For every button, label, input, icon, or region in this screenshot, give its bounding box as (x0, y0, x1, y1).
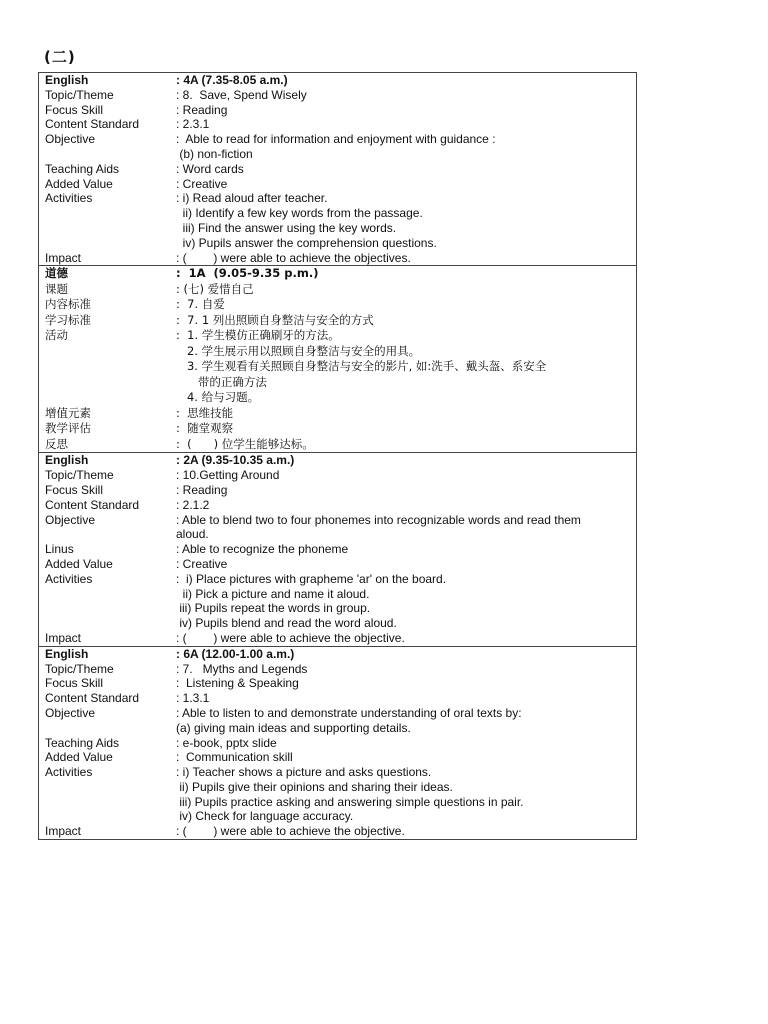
field-label (39, 147, 176, 162)
field-label: Focus Skill (45, 102, 104, 117)
field-value: : 1.3.1 (176, 691, 210, 706)
field-value: : 随堂观察 (176, 421, 234, 436)
field-label (39, 390, 176, 406)
field-label: Added Value (45, 176, 113, 191)
field-label (39, 780, 176, 795)
field-label (39, 375, 176, 391)
lesson-header-row (39, 647, 636, 662)
field-value: : Reading (176, 102, 228, 117)
lesson-row (39, 721, 636, 736)
field-value: : Able to blend two to four phonemes into recognizable words and read them (176, 512, 581, 527)
field-value: ii) Identify a few key words from the passage. (176, 206, 423, 221)
lesson-row (39, 313, 636, 329)
lesson-row (39, 631, 636, 646)
field-value: : ( ) were able to achieve the objective. (176, 630, 405, 645)
field-label: Content Standard (45, 497, 140, 512)
field-label: Activities (45, 191, 93, 206)
class-time: : 4A (7.35-8.05 a.m.) (176, 73, 288, 87)
lesson-row (39, 297, 636, 313)
field-label: 学习标准 (45, 312, 91, 327)
lesson-row (39, 483, 636, 498)
lesson-row (39, 542, 636, 557)
field-value: : Creative (176, 556, 228, 571)
class-time: : 1A (9.05-9.35 p.m.) (176, 266, 319, 281)
field-label: Added Value (45, 556, 113, 571)
field-label: Objective (45, 132, 96, 147)
field-value: : 2.3.1 (176, 117, 210, 132)
field-label: 课题 (45, 281, 68, 296)
field-label (39, 809, 176, 824)
field-value: : Able to listen to and demonstrate understanding of oral texts by: (176, 705, 522, 720)
field-label: Impact (45, 824, 82, 839)
field-value: : ( ) were able to achieve the objective. (176, 824, 405, 839)
field-value: ii) Pupils give their opinions and sharing their ideas. (176, 779, 453, 794)
field-label (39, 359, 176, 375)
field-label (39, 206, 176, 221)
lesson-block (38, 452, 637, 645)
lesson-row (39, 809, 636, 824)
lesson-row (39, 206, 636, 221)
field-value: : i) Place pictures with grapheme 'ar' on the board. (176, 571, 447, 586)
lesson-plan-table (38, 72, 637, 840)
lesson-row (39, 587, 636, 602)
field-label (39, 795, 176, 810)
lesson-row (39, 221, 636, 236)
field-label: Added Value (45, 750, 113, 765)
field-value: : Word cards (176, 161, 244, 176)
field-label: Impact (45, 250, 82, 265)
field-value: : 10.Getting Around (176, 468, 280, 483)
lesson-row (39, 406, 636, 422)
class-time: : 6A (12.00-1.00 a.m.) (176, 646, 295, 661)
field-value: iii) Pupils repeat the words in group. (176, 601, 371, 616)
field-label: Objective (45, 512, 96, 527)
field-value: : Listening & Speaking (176, 676, 299, 691)
field-value: iv) Pupils answer the comprehension questions. (176, 235, 437, 250)
field-label: 内容标准 (45, 297, 91, 312)
lesson-row (39, 527, 636, 542)
lesson-row (39, 765, 636, 780)
field-value: iv) Check for language accuracy. (176, 809, 354, 824)
field-value: : i) Read aloud after teacher. (176, 191, 328, 206)
field-label (39, 721, 176, 736)
lesson-row (39, 662, 636, 677)
field-label (39, 601, 176, 616)
lesson-row (39, 676, 636, 691)
lesson-row (39, 375, 636, 391)
field-value: : i) Teacher shows a picture and asks questions. (176, 765, 432, 780)
field-value: : (七) 爱惜自己 (176, 281, 254, 296)
lesson-block (38, 72, 637, 265)
field-label: 反思 (45, 436, 68, 451)
lesson-row (39, 616, 636, 631)
field-value: (a) giving main ideas and supporting details. (176, 720, 411, 735)
subject-label: English (45, 453, 89, 468)
field-value: 2. 学生展示用以照顾自身整洁与安全的用具。 (176, 343, 421, 358)
lesson-header-row (39, 73, 636, 88)
field-label (39, 221, 176, 236)
field-value: aloud. (176, 527, 209, 542)
lesson-row (39, 88, 636, 103)
field-label: Topic/Theme (45, 468, 114, 483)
lesson-row (39, 132, 636, 147)
lesson-row (39, 691, 636, 706)
field-value: 带的正确方法 (176, 374, 267, 389)
field-value: iii) Find the answer using the key words. (176, 220, 397, 235)
field-label (39, 587, 176, 602)
lesson-row (39, 795, 636, 810)
lesson-row (39, 236, 636, 251)
lesson-row (39, 177, 636, 192)
field-label: Topic/Theme (45, 661, 114, 676)
field-value: : 7. 1 列出照顾自身整洁与安全的方式 (176, 312, 374, 327)
lesson-row (39, 390, 636, 406)
lesson-row (39, 282, 636, 298)
field-value: : 思维技能 (176, 405, 234, 420)
field-value: 3. 学生观看有关照顾自身整洁与安全的影片, 如:洗手、戴头盔、系安全 (176, 359, 547, 374)
lesson-block (38, 265, 637, 452)
field-label: Content Standard (45, 117, 140, 132)
field-value: : ( ) 位学生能够达标。 (176, 436, 314, 451)
lesson-row (39, 468, 636, 483)
lesson-row (39, 572, 636, 587)
subject-label: English (45, 646, 89, 661)
subject-label: English (45, 73, 89, 87)
lesson-row (39, 328, 636, 344)
lesson-row (39, 513, 636, 528)
field-label: Impact (45, 630, 82, 645)
lesson-row (39, 162, 636, 177)
field-value: : e-book, pptx slide (176, 735, 277, 750)
field-value: : Communication skill (176, 750, 293, 765)
field-label (39, 236, 176, 251)
lesson-row (39, 117, 636, 132)
lesson-row (39, 750, 636, 765)
field-label: Teaching Aids (45, 735, 120, 750)
field-label (39, 616, 176, 631)
lesson-row (39, 359, 636, 375)
lesson-row (39, 557, 636, 572)
lesson-header-row (39, 266, 636, 282)
field-label: Linus (45, 542, 74, 557)
class-time: : 2A (9.35-10.35 a.m.) (176, 453, 295, 468)
field-value: iii) Pupils practice asking and answering simple questions in pair. (176, 794, 524, 809)
field-value: (b) non-fiction (176, 146, 253, 161)
field-value: : Reading (176, 482, 228, 497)
lesson-row (39, 498, 636, 513)
field-value: : Able to recognize the phoneme (176, 542, 349, 557)
field-value: iv) Pupils blend and read the word aloud. (176, 616, 397, 631)
field-label: Teaching Aids (45, 161, 120, 176)
field-label: 增值元素 (45, 405, 91, 420)
field-label: Content Standard (45, 691, 140, 706)
lesson-row (39, 601, 636, 616)
field-value: ii) Pick a picture and name it aloud. (176, 586, 370, 601)
field-label: Objective (45, 705, 96, 720)
field-value: 4. 给与习题。 (176, 390, 260, 405)
section-heading: (二) (44, 48, 76, 66)
field-label: Activities (45, 571, 93, 586)
field-label: 教学评估 (45, 421, 91, 436)
field-value: : 8. Save, Spend Wisely (176, 87, 307, 102)
field-value: : 7. 自爱 (176, 297, 225, 312)
lesson-row (39, 251, 636, 266)
field-value: : 7. Myths and Legends (176, 661, 308, 676)
field-label (39, 527, 176, 542)
field-label: Activities (45, 765, 93, 780)
lesson-row (39, 437, 636, 453)
field-value: : 1. 学生模仿正确刷牙的方法。 (176, 328, 340, 343)
field-label: Topic/Theme (45, 87, 114, 102)
field-value: : 2.1.2 (176, 497, 210, 512)
lesson-row (39, 824, 636, 839)
lesson-row (39, 191, 636, 206)
lesson-row (39, 421, 636, 437)
lesson-row (39, 706, 636, 721)
lesson-header-row (39, 453, 636, 468)
field-label: Focus Skill (45, 676, 104, 691)
lesson-row (39, 103, 636, 118)
lesson-row (39, 780, 636, 795)
lesson-block (38, 646, 637, 840)
lesson-row (39, 736, 636, 751)
field-value: : Able to read for information and enjoyment with guidance : (176, 132, 496, 147)
field-label: Focus Skill (45, 482, 104, 497)
field-label: 活动 (45, 328, 68, 343)
lesson-row (39, 147, 636, 162)
lesson-row (39, 344, 636, 360)
field-label (39, 344, 176, 360)
field-value: : Creative (176, 176, 228, 191)
subject-label: 道德 (45, 266, 68, 281)
field-value: : ( ) were able to achieve the objectives. (176, 250, 411, 265)
